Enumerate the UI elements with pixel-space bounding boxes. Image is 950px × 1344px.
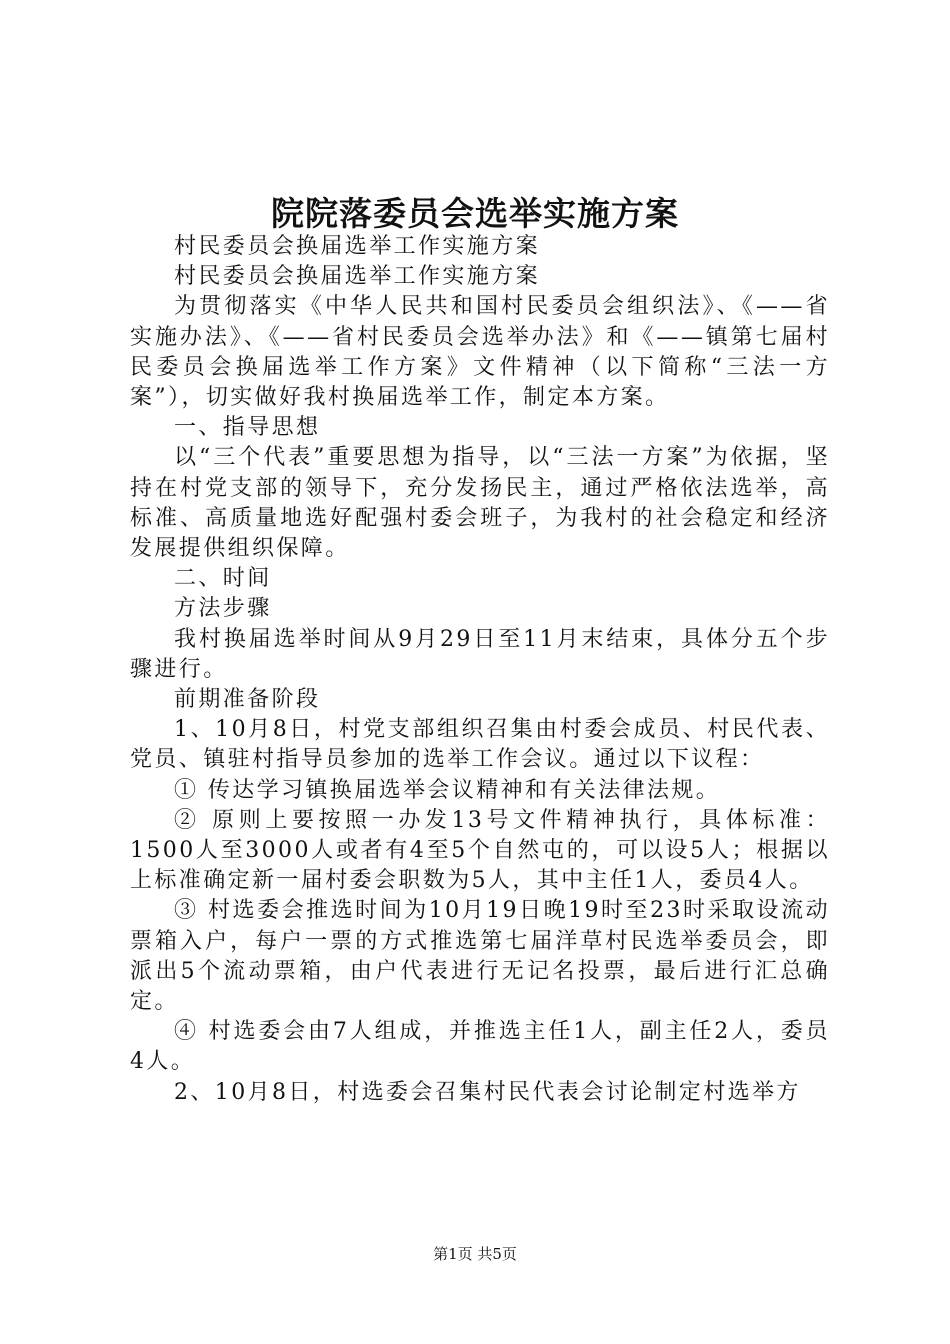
list-item: ① 传达学习镇换届选举会议精神和有关法律法规。 bbox=[174, 777, 721, 803]
subheading: 前期准备阶段 bbox=[174, 687, 321, 713]
paragraph: 村民委员会换届选举工作实施方案 bbox=[174, 234, 541, 259]
document-title: 院院落委员会选举实施方案 bbox=[271, 194, 679, 233]
paragraph: 村民委员会换届选举工作实施方案 bbox=[174, 264, 541, 290]
section-heading: 一、指导思想 bbox=[174, 415, 321, 441]
list-item: ③ 村选委会推选时间为10月19日晚19时至23时采取设流动票箱入户，每户一票的方式推选第七届洋草村民选举委员会，即派出5个流动票箱，由户代表进行无记名投票，最后进行汇总确定。 bbox=[130, 898, 830, 1015]
subheading: 方法步骤 bbox=[174, 596, 272, 622]
paragraph: 我村换届选举时间从9月29日至11月末结束，具体分五个步骤进行。 bbox=[130, 626, 830, 682]
section-heading: 二、时间 bbox=[174, 566, 272, 592]
page-footer: 第1页 共5页 bbox=[433, 1245, 517, 1263]
list-item: ② 原则上要按照一办发13号文件精神执行，具体标准：1500人至3000人或者有4至5个自然屯的，可以设5人；根据以上标准确定新一届村委会职数为5人，其中主任1人，委员4人。 bbox=[130, 807, 830, 894]
paragraph: 以“三个代表”重要思想为指导，以“三法一方案”为依据，坚持在村党支部的领导下，充分发扬民主，通过严格依法选举，高标准、高质量地选好配强村委会班子，为我村的社会稳定和经济发展提供组织保障。 bbox=[130, 445, 830, 562]
list-item: ④ 村选委会由7人组成，并推选主任1人，副主任2人，委员4人。 bbox=[130, 1019, 830, 1075]
paragraph: 2、10月8日，村选委会召集村民代表会讨论制定村选举方 bbox=[174, 1079, 801, 1105]
paragraph: 为贯彻落实《中华人民共和国村民委员会组织法》、《——省实施办法》、《——省村民委员会选举办法》和《——镇第七届村民委员会换届选举工作方案》文件精神（以下简称“三法一方案”），切实做好我村换届选举工作，制定本方案。 bbox=[130, 294, 830, 411]
paragraph: 1、10月8日，村党支部组织召集由村委会成员、村民代表、党员、镇驻村指导员参加的选举工作会议。通过以下议程： bbox=[130, 717, 830, 773]
document-body bbox=[130, 232, 830, 1108]
